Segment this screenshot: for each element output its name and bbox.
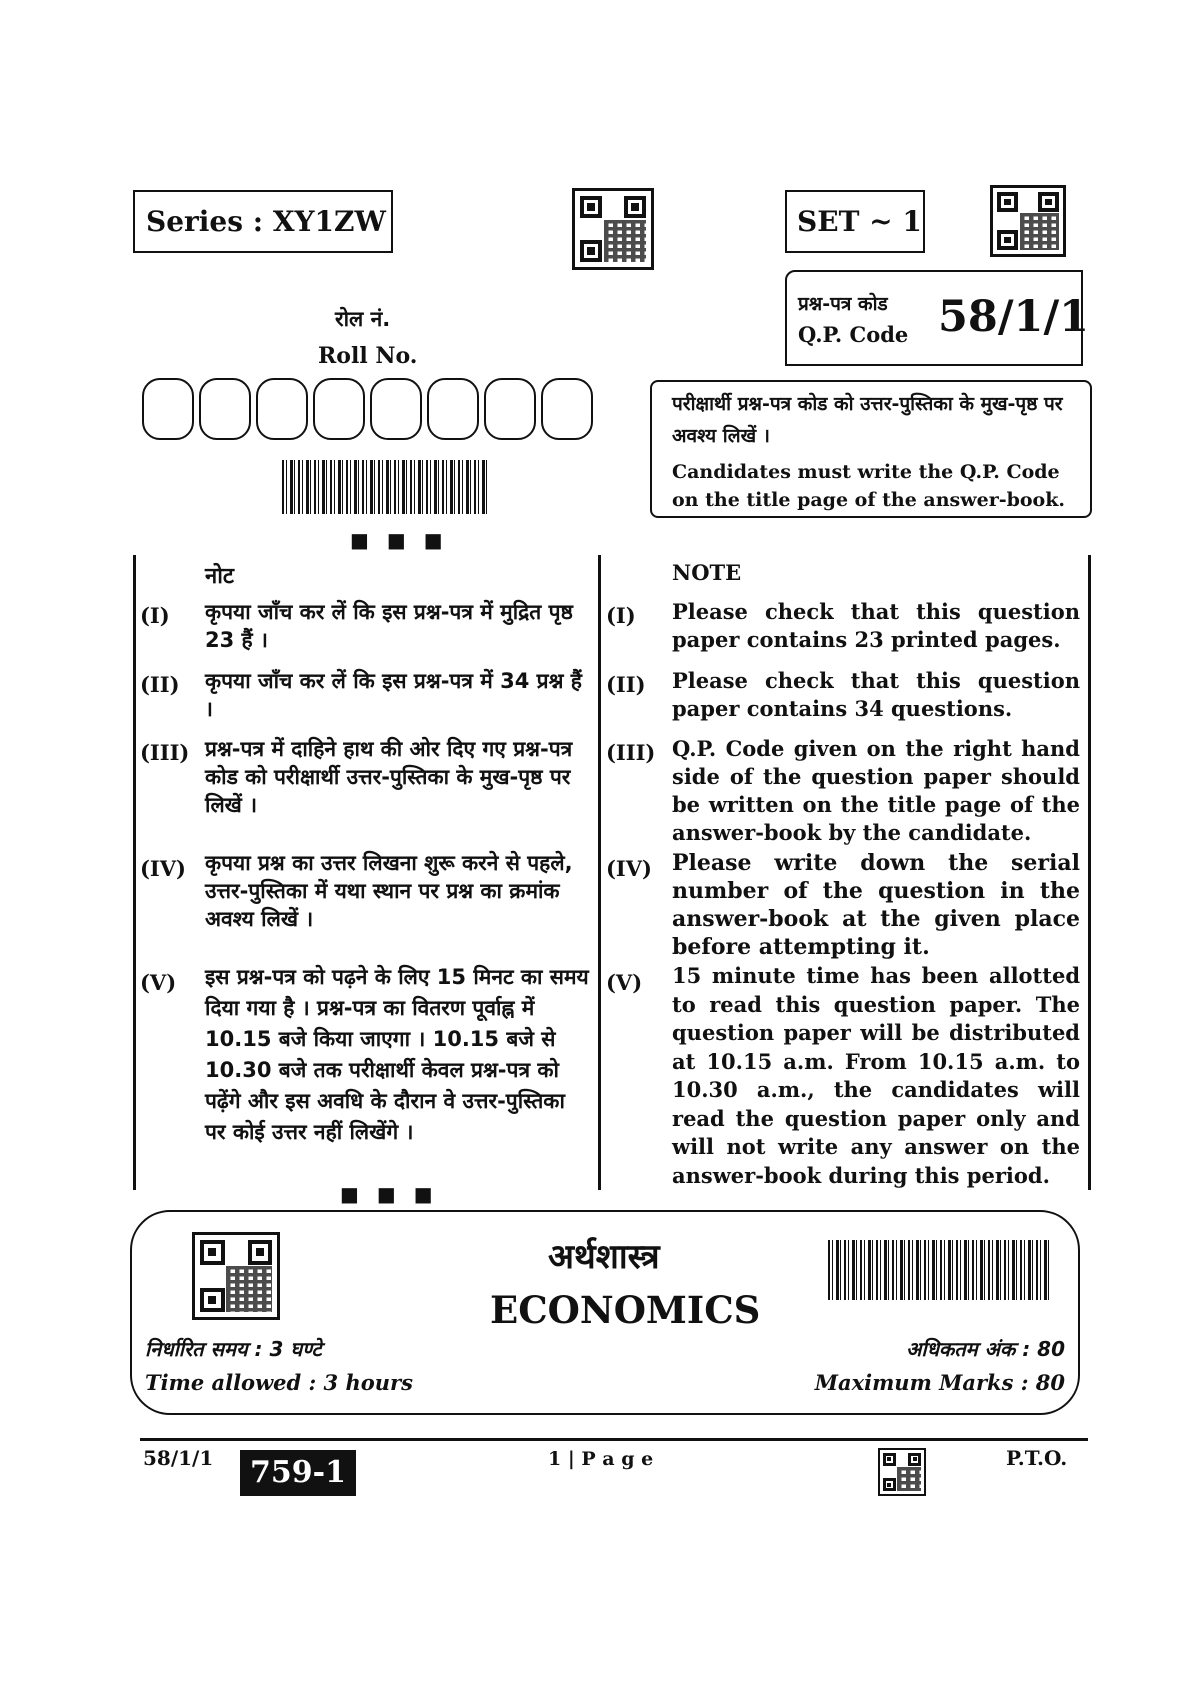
max-marks-hi: अधिकतम अंक : 80 — [906, 1337, 1065, 1361]
roll-digit-box[interactable] — [199, 378, 251, 440]
roll-number-boxes — [142, 378, 598, 440]
roll-digit-box[interactable] — [142, 378, 194, 440]
header-qr-code-right — [990, 185, 1066, 257]
roll-label-en: Roll No. — [318, 343, 418, 369]
footer-code: 58/1/1 — [143, 1446, 214, 1470]
note-item-hi: कृपया प्रश्न का उत्तर लिखना शुरू करने से पहले, उत्तर-पुस्तिका में यथा स्थान पर प्रश्न का क्रमांक अवश्य लिखें । — [205, 851, 573, 931]
subject-title-en: ECONOMICS — [490, 1288, 761, 1332]
series-label: Series : XY1ZW — [146, 205, 386, 238]
max-marks-en: Maximum Marks : 80 — [814, 1370, 1065, 1395]
qp-code-label-en: Q.P. Code — [798, 322, 909, 347]
qp-code-label-hi: प्रश्न-पत्र कोड — [798, 293, 888, 315]
roll-digit-box[interactable] — [541, 378, 593, 440]
roll-label-hi: रोल नं. — [335, 307, 391, 331]
footer-qr-code — [878, 1448, 926, 1496]
note-center-divider — [598, 555, 601, 1190]
set-label: SET ~ 1 — [797, 205, 922, 238]
note-item-hi: इस प्रश्न-पत्र को पढ़ने के लिए 15 मिनट का समय दिया गया है । प्रश्न-पत्र का वितरण पूर्वाह्न में 10.15 बजे किया जाएगा । 10.15 बजे से 10.30 बजे तक परीक्षार्थी केवल प्रश्न-पत्र को पढ़ेंगे और इस अवधि के दौरान वे उत्तर-पुस्तिका पर कोई उत्तर नहीं लिखेंगे । — [205, 965, 589, 1144]
note-left-border — [133, 555, 136, 1190]
page-number: 1 | P a g e — [548, 1448, 654, 1470]
note-item-en: Q.P. Code given on the right hand side of the question paper should be written on the title page of the answer-book by the candidate. — [672, 736, 1080, 845]
subject-qr-code — [192, 1232, 280, 1320]
footer-badge: 759-1 — [240, 1450, 356, 1496]
note-item-en: 15 minute time has been allotted to read this question paper. The question paper will be distributed at 10.15 a.m. From 10.15 a.m. to 10.30 a.m., the candidates will read the question paper only and will not write any answer on the answer-book during this period. — [672, 963, 1080, 1188]
subject-title-hi: अर्थशास्त्र — [548, 1237, 660, 1277]
candidate-notice-en: Candidates must write the Q.P. Code on the title page of the answer-book. — [672, 461, 1065, 511]
note-number: (IV) — [606, 856, 652, 881]
separator-dots-bottom: ■■■ — [340, 1182, 451, 1206]
pto-label: P.T.O. — [1006, 1446, 1068, 1470]
time-allowed-en: Time allowed : 3 hours — [145, 1370, 413, 1395]
note-item-en: Please write down the serial number of the question in the answer-book at the given place before attempting it. — [672, 850, 1080, 960]
note-number: (V) — [606, 970, 643, 995]
note-right-border — [1088, 555, 1091, 1190]
note-title-en: NOTE — [672, 560, 742, 585]
note-item-hi: प्रश्न-पत्र में दाहिने हाथ की ओर दिए गए प्रश्न-पत्र कोड को परीक्षार्थी उत्तर-पुस्तिका के मुख-पृष्ठ पर लिखें । — [205, 737, 573, 817]
subject-barcode — [828, 1240, 1050, 1300]
qp-code-value: 58/1/1 — [938, 292, 1090, 342]
candidate-notice-hi: परीक्षार्थी प्रश्न-पत्र कोड को उत्तर-पुस्तिका के मुख-पृष्ठ पर अवश्य लिखें । — [672, 393, 1063, 447]
note-item-en: Please check that this question paper contains 34 questions. — [672, 668, 1080, 721]
roll-digit-box[interactable] — [427, 378, 479, 440]
note-title-hi: नोट — [205, 564, 234, 589]
separator-dots: ■■■ — [350, 528, 461, 552]
note-item-hi: कृपया जाँच कर लें कि इस प्रश्न-पत्र में 34 प्रश्न हैं । — [205, 669, 582, 721]
header-qr-code — [572, 188, 654, 270]
roll-digit-box[interactable] — [370, 378, 422, 440]
note-number: (II) — [140, 672, 180, 697]
note-number: (II) — [606, 672, 646, 697]
note-number: (III) — [606, 740, 656, 765]
note-number: (III) — [140, 740, 190, 765]
note-number: (IV) — [140, 856, 186, 881]
roll-digit-box[interactable] — [313, 378, 365, 440]
footer-rule — [140, 1438, 1088, 1441]
note-number: (V) — [140, 970, 177, 995]
time-allowed-hi: निर्धारित समय : 3 घण्टे — [145, 1337, 322, 1361]
note-number: (I) — [606, 603, 636, 628]
roll-digit-box[interactable] — [484, 378, 536, 440]
note-number: (I) — [140, 603, 170, 628]
roll-barcode — [282, 460, 488, 514]
roll-digit-box[interactable] — [256, 378, 308, 440]
note-item-en: Please check that this question paper contains 23 printed pages. — [672, 599, 1080, 652]
note-item-hi: कृपया जाँच कर लें कि इस प्रश्न-पत्र में मुद्रित पृष्ठ 23 हैं । — [205, 600, 573, 652]
